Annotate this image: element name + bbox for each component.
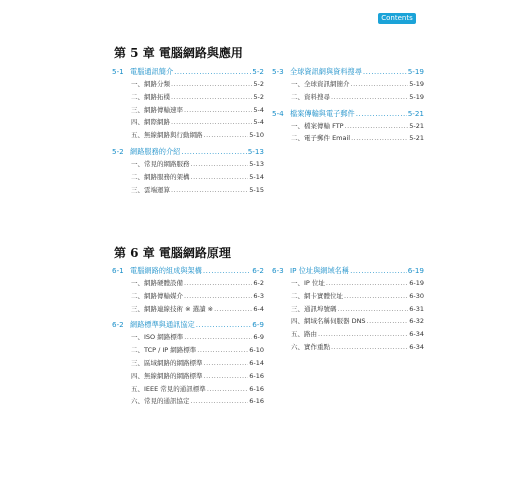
item-label: 三、網路傳輸速率 — [131, 105, 183, 114]
item-label: 一、ISO 網路標準 — [131, 333, 184, 342]
section-page: 6-2 — [252, 266, 264, 275]
section-page: 5-21 — [407, 108, 424, 118]
item-label: 一、檔案傳輸 FTP — [291, 121, 344, 130]
toc-item-link[interactable] — [272, 290, 424, 303]
toc-section-link[interactable] — [272, 66, 424, 78]
item-label: 二、網路拓樸 — [131, 92, 170, 101]
toc-item-link[interactable] — [112, 303, 264, 316]
toc-item-link[interactable] — [272, 91, 424, 104]
dot-leader — [204, 357, 249, 370]
item-label: 二、網路傳輸媒介 — [131, 291, 183, 300]
toc-item-link[interactable] — [272, 120, 424, 133]
toc-item-link[interactable] — [112, 184, 264, 197]
dot-leader — [196, 319, 252, 331]
dot-leader — [367, 315, 409, 328]
item-page: 6-19 — [409, 279, 424, 287]
section-title: 網路服務的介紹 — [130, 146, 181, 156]
section-title: 電腦通訊簡介 — [130, 67, 174, 76]
section-page: 5-2 — [252, 67, 264, 76]
dot-leader — [331, 91, 408, 104]
toc-item-link[interactable] — [272, 315, 424, 328]
toc-item-link[interactable] — [112, 104, 264, 117]
toc-section-link[interactable] — [112, 146, 264, 158]
toc-item-link[interactable] — [112, 383, 264, 396]
dot-leader — [171, 78, 252, 91]
item-label: 二、網路服務的架構 — [131, 172, 190, 181]
toc-item-link[interactable] — [272, 277, 424, 290]
item-page: 6-16 — [249, 384, 264, 393]
item-label: 三、網路連線技術 ※ 選讀 ※ — [131, 304, 214, 313]
item-label: 一、網路分類 — [131, 80, 170, 88]
toc-item-link[interactable] — [112, 116, 264, 129]
toc-item-link[interactable] — [272, 341, 424, 354]
item-label: 六、實作重點 — [291, 342, 330, 351]
section-number: 6-2 — [112, 320, 124, 330]
section-title: 全球資訊網與資料搜尋 — [290, 67, 362, 76]
item-page: 5-10 — [249, 131, 264, 140]
toc-section-link[interactable] — [272, 108, 424, 120]
item-label: 五、無線網路與行動網路 — [131, 131, 203, 140]
toc-item-link[interactable] — [112, 370, 264, 383]
section-page: 6-19 — [407, 266, 424, 275]
toc-section-link[interactable] — [272, 265, 424, 277]
toc-item-link[interactable] — [112, 158, 264, 171]
toc-item-link[interactable] — [112, 331, 264, 344]
toc-item-link[interactable] — [112, 277, 264, 290]
dot-leader — [204, 129, 249, 142]
item-page: 6-34 — [409, 342, 424, 351]
dot-leader — [350, 265, 407, 277]
item-page: 6-10 — [249, 346, 264, 355]
item-label: 三、雲端運算 — [131, 185, 170, 194]
section-number: 5-4 — [272, 108, 284, 118]
item-label: 五、IEEE 常見的通訊標準 — [131, 384, 206, 393]
item-label: 二、TCP / IP 網路標準 — [131, 346, 197, 355]
dot-leader — [214, 303, 252, 316]
item-page: 5-19 — [409, 80, 424, 88]
item-page: 6-2 — [253, 279, 264, 287]
contents-badge: Contents — [378, 13, 416, 24]
dot-leader — [338, 303, 409, 316]
item-label: 一、網路硬體設備 — [131, 279, 183, 287]
toc-section-link[interactable] — [112, 319, 264, 331]
item-page: 6-32 — [409, 317, 424, 326]
item-label: 二、電子郵件 Email — [291, 134, 351, 143]
item-page: 5-21 — [409, 121, 424, 130]
item-page: 5-4 — [253, 118, 264, 127]
item-label: 三、區域網路的網路標準 — [131, 358, 203, 367]
dot-leader — [344, 290, 408, 303]
dot-leader — [351, 78, 409, 91]
dot-leader — [171, 91, 252, 104]
item-label: 五、路由 — [291, 330, 317, 339]
dot-leader — [184, 331, 252, 344]
section-page: 5-13 — [247, 146, 264, 156]
section-number: 5-2 — [112, 146, 124, 156]
dot-leader — [207, 383, 248, 396]
section-title: 電腦網路的組成與架構 — [130, 266, 202, 275]
toc-item-link[interactable] — [272, 78, 424, 91]
toc-item-link[interactable] — [272, 303, 424, 316]
toc-section-link[interactable] — [112, 265, 264, 277]
dot-leader — [191, 395, 249, 408]
dot-leader — [184, 104, 252, 117]
toc-column-right — [272, 265, 424, 354]
item-page: 6-14 — [249, 358, 264, 367]
dot-leader — [203, 265, 251, 277]
item-label: 一、IP 位址 — [291, 279, 325, 287]
item-page: 6-3 — [253, 291, 264, 300]
toc-item-link[interactable] — [112, 344, 264, 357]
item-label: 三、通訊埠號碼 — [291, 304, 337, 313]
dot-leader — [351, 132, 408, 145]
chapter-title: 第 5 章 電腦網路與應用 — [114, 46, 243, 60]
chapter-title: 第 6 章 電腦網路原理 — [114, 246, 231, 260]
item-page: 6-4 — [253, 304, 264, 313]
item-label: 一、常見的網路服務 — [131, 159, 190, 168]
dot-leader — [197, 344, 248, 357]
item-page: 6-31 — [409, 304, 424, 313]
item-page: 6-16 — [249, 397, 264, 406]
section-number: 6-3 — [272, 266, 284, 275]
dot-leader — [174, 66, 251, 78]
section-title: IP 位址與網域名稱 — [290, 266, 350, 275]
item-page: 6-30 — [409, 291, 424, 300]
dot-leader — [363, 66, 407, 78]
dot-leader — [191, 158, 249, 171]
section-page: 6-9 — [252, 320, 264, 330]
item-page: 6-16 — [249, 371, 264, 380]
dot-leader — [171, 116, 252, 129]
section-page: 5-19 — [407, 67, 424, 76]
dot-leader — [181, 146, 246, 158]
toc-column-left — [112, 66, 264, 196]
item-page: 5-4 — [253, 105, 264, 114]
item-label: 六、常見的通訊協定 — [131, 397, 190, 406]
toc-item-link[interactable] — [112, 129, 264, 142]
dot-leader — [184, 290, 252, 303]
toc-item-link[interactable] — [112, 91, 264, 104]
dot-leader — [204, 370, 249, 383]
item-label: 二、資料搜尋 — [291, 92, 330, 101]
item-page: 5-21 — [409, 134, 424, 143]
item-label: 一、全球資訊網簡介 — [291, 80, 350, 88]
dot-leader — [326, 277, 408, 290]
item-page: 5-2 — [253, 80, 264, 88]
section-number: 5-1 — [112, 67, 124, 76]
section-title: 網路標準與通訊協定 — [130, 320, 195, 330]
item-page: 5-15 — [249, 185, 264, 194]
toc-item-link[interactable] — [272, 328, 424, 341]
item-label: 四、網際網路 — [131, 118, 170, 127]
dot-leader — [356, 108, 407, 120]
toc-section-link[interactable] — [112, 66, 264, 78]
item-label: 二、網卡實體位址 — [291, 291, 343, 300]
item-page: 5-13 — [249, 159, 264, 168]
item-page: 5-19 — [409, 92, 424, 101]
item-page: 5-14 — [249, 172, 264, 181]
toc-item-link[interactable] — [112, 78, 264, 91]
section-number: 6-1 — [112, 266, 124, 275]
toc-item-link[interactable] — [112, 357, 264, 370]
dot-leader — [318, 328, 408, 341]
toc-item-link[interactable] — [112, 290, 264, 303]
section-number: 5-3 — [272, 67, 284, 76]
dot-leader — [331, 341, 408, 354]
toc-item-link[interactable] — [112, 171, 264, 184]
section-title: 檔案傳輸與電子郵件 — [290, 108, 355, 118]
toc-column-right — [272, 66, 424, 145]
toc-column-left — [112, 265, 264, 408]
dot-leader — [191, 171, 249, 184]
toc-item-link[interactable] — [272, 132, 424, 145]
item-label: 四、無線網路的網路標準 — [131, 371, 203, 380]
item-label: 四、網域名稱伺服器 DNS — [291, 317, 366, 326]
item-page: 6-9 — [253, 333, 264, 342]
item-page: 5-2 — [253, 92, 264, 101]
item-page: 6-34 — [409, 330, 424, 339]
dot-leader — [171, 184, 248, 197]
dot-leader — [345, 120, 409, 133]
dot-leader — [184, 277, 252, 290]
toc-item-link[interactable] — [112, 395, 264, 408]
